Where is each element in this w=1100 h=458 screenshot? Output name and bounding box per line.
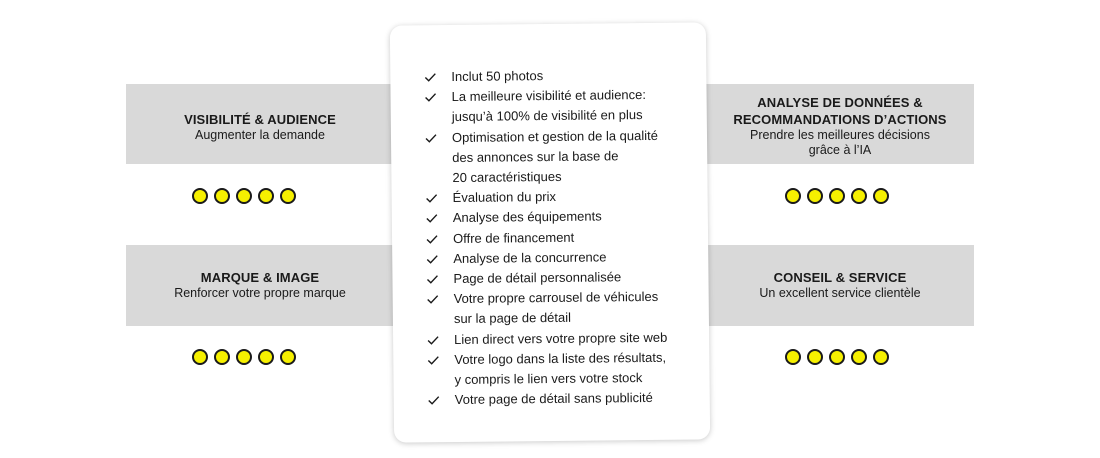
feature-item xyxy=(426,206,696,229)
rating-dot-icon xyxy=(236,188,252,204)
feature-item xyxy=(424,85,694,128)
band-subtitle: Prendre les meilleures décisions grâce à l’IA xyxy=(750,128,930,157)
feature-text: Votre logo dans la liste des résultats, y compris le lien vers votre stock xyxy=(454,349,667,388)
feature-text: Analyse de la concurrence xyxy=(453,249,607,266)
feature-item xyxy=(427,287,697,330)
band-title: ANALYSE DE DONNÉES & RECOMMANDATIONS D’ACTIONS xyxy=(733,95,947,127)
rating-dots xyxy=(785,349,889,365)
rating-dot-icon xyxy=(214,188,230,204)
rating-dot-icon xyxy=(192,188,208,204)
rating-dots xyxy=(192,349,296,365)
rating-dot-icon xyxy=(829,188,845,204)
rating-dot-icon xyxy=(873,188,889,204)
checkmark-icon xyxy=(426,188,453,203)
rating-dot-icon xyxy=(873,349,889,365)
feature-item xyxy=(427,327,697,350)
checkmark-icon xyxy=(425,128,452,143)
band-title: MARQUE & IMAGE xyxy=(200,270,320,285)
checkmark-icon xyxy=(427,289,454,304)
feature-text: Page de détail personnalisée xyxy=(453,269,622,287)
checkmark-icon xyxy=(426,269,453,284)
rating-dot-icon xyxy=(785,349,801,365)
feature-item xyxy=(426,267,696,290)
rating-dot-icon xyxy=(236,349,252,365)
band-title: CONSEIL & SERVICE xyxy=(773,270,907,285)
band-title: VISIBILITÉ & AUDIENCE xyxy=(184,112,336,127)
visibility-audience-band xyxy=(126,84,394,164)
feature-text: Votre propre carrousel de véhicules sur la page de détail xyxy=(453,289,659,327)
rating-dot-icon xyxy=(258,188,274,204)
rating-dot-icon xyxy=(807,349,823,365)
feature-item xyxy=(426,246,696,269)
rating-dot-icon xyxy=(258,349,274,365)
rating-dot-icon xyxy=(807,188,823,204)
feature-item xyxy=(425,125,696,188)
feature-item xyxy=(426,186,696,209)
checkmark-icon xyxy=(426,249,453,264)
feature-text: Évaluation du prix xyxy=(452,189,557,206)
feature-text: La meilleure visibilité et audience: jusqu’à 100% de visibilité en plus xyxy=(451,87,647,125)
feature-text: Optimisation et gestion de la qualité des annonces sur la base de 20 caractéristiques xyxy=(451,127,659,186)
feature-text: Lien direct vers votre propre site web xyxy=(454,329,668,347)
feature-card xyxy=(390,22,710,442)
checkmark-icon xyxy=(424,87,451,102)
data-analysis-band xyxy=(706,84,974,164)
band-subtitle: Augmenter la demande xyxy=(195,128,325,142)
feature-item xyxy=(427,347,697,390)
rating-dot-icon xyxy=(829,349,845,365)
band-subtitle: Un excellent service clientèle xyxy=(759,286,921,300)
rating-dot-icon xyxy=(214,349,230,365)
checkmark-icon xyxy=(427,350,454,365)
checkmark-icon xyxy=(424,67,451,82)
rating-dot-icon xyxy=(192,349,208,365)
advice-service-band xyxy=(706,245,974,326)
checkmark-icon xyxy=(428,390,455,405)
rating-dot-icon xyxy=(280,349,296,365)
rating-dot-icon xyxy=(851,188,867,204)
rating-dot-icon xyxy=(280,188,296,204)
feature-text: Analyse des équipements xyxy=(452,208,602,226)
feature-text: Offre de financement xyxy=(452,229,575,246)
feature-item xyxy=(426,226,696,249)
rating-dots xyxy=(785,188,889,204)
feature-list xyxy=(424,64,698,410)
feature-item xyxy=(424,64,694,87)
feature-text: Inclut 50 photos xyxy=(451,68,544,85)
rating-dot-icon xyxy=(851,349,867,365)
rating-dot-icon xyxy=(785,188,801,204)
feature-text: Votre page de détail sans publicité xyxy=(454,390,653,408)
feature-item xyxy=(428,388,698,411)
brand-image-band xyxy=(126,245,394,326)
checkmark-icon xyxy=(426,208,453,223)
rating-dots xyxy=(192,188,296,204)
checkmark-icon xyxy=(426,229,453,244)
band-subtitle: Renforcer votre propre marque xyxy=(174,286,346,300)
checkmark-icon xyxy=(427,330,454,345)
